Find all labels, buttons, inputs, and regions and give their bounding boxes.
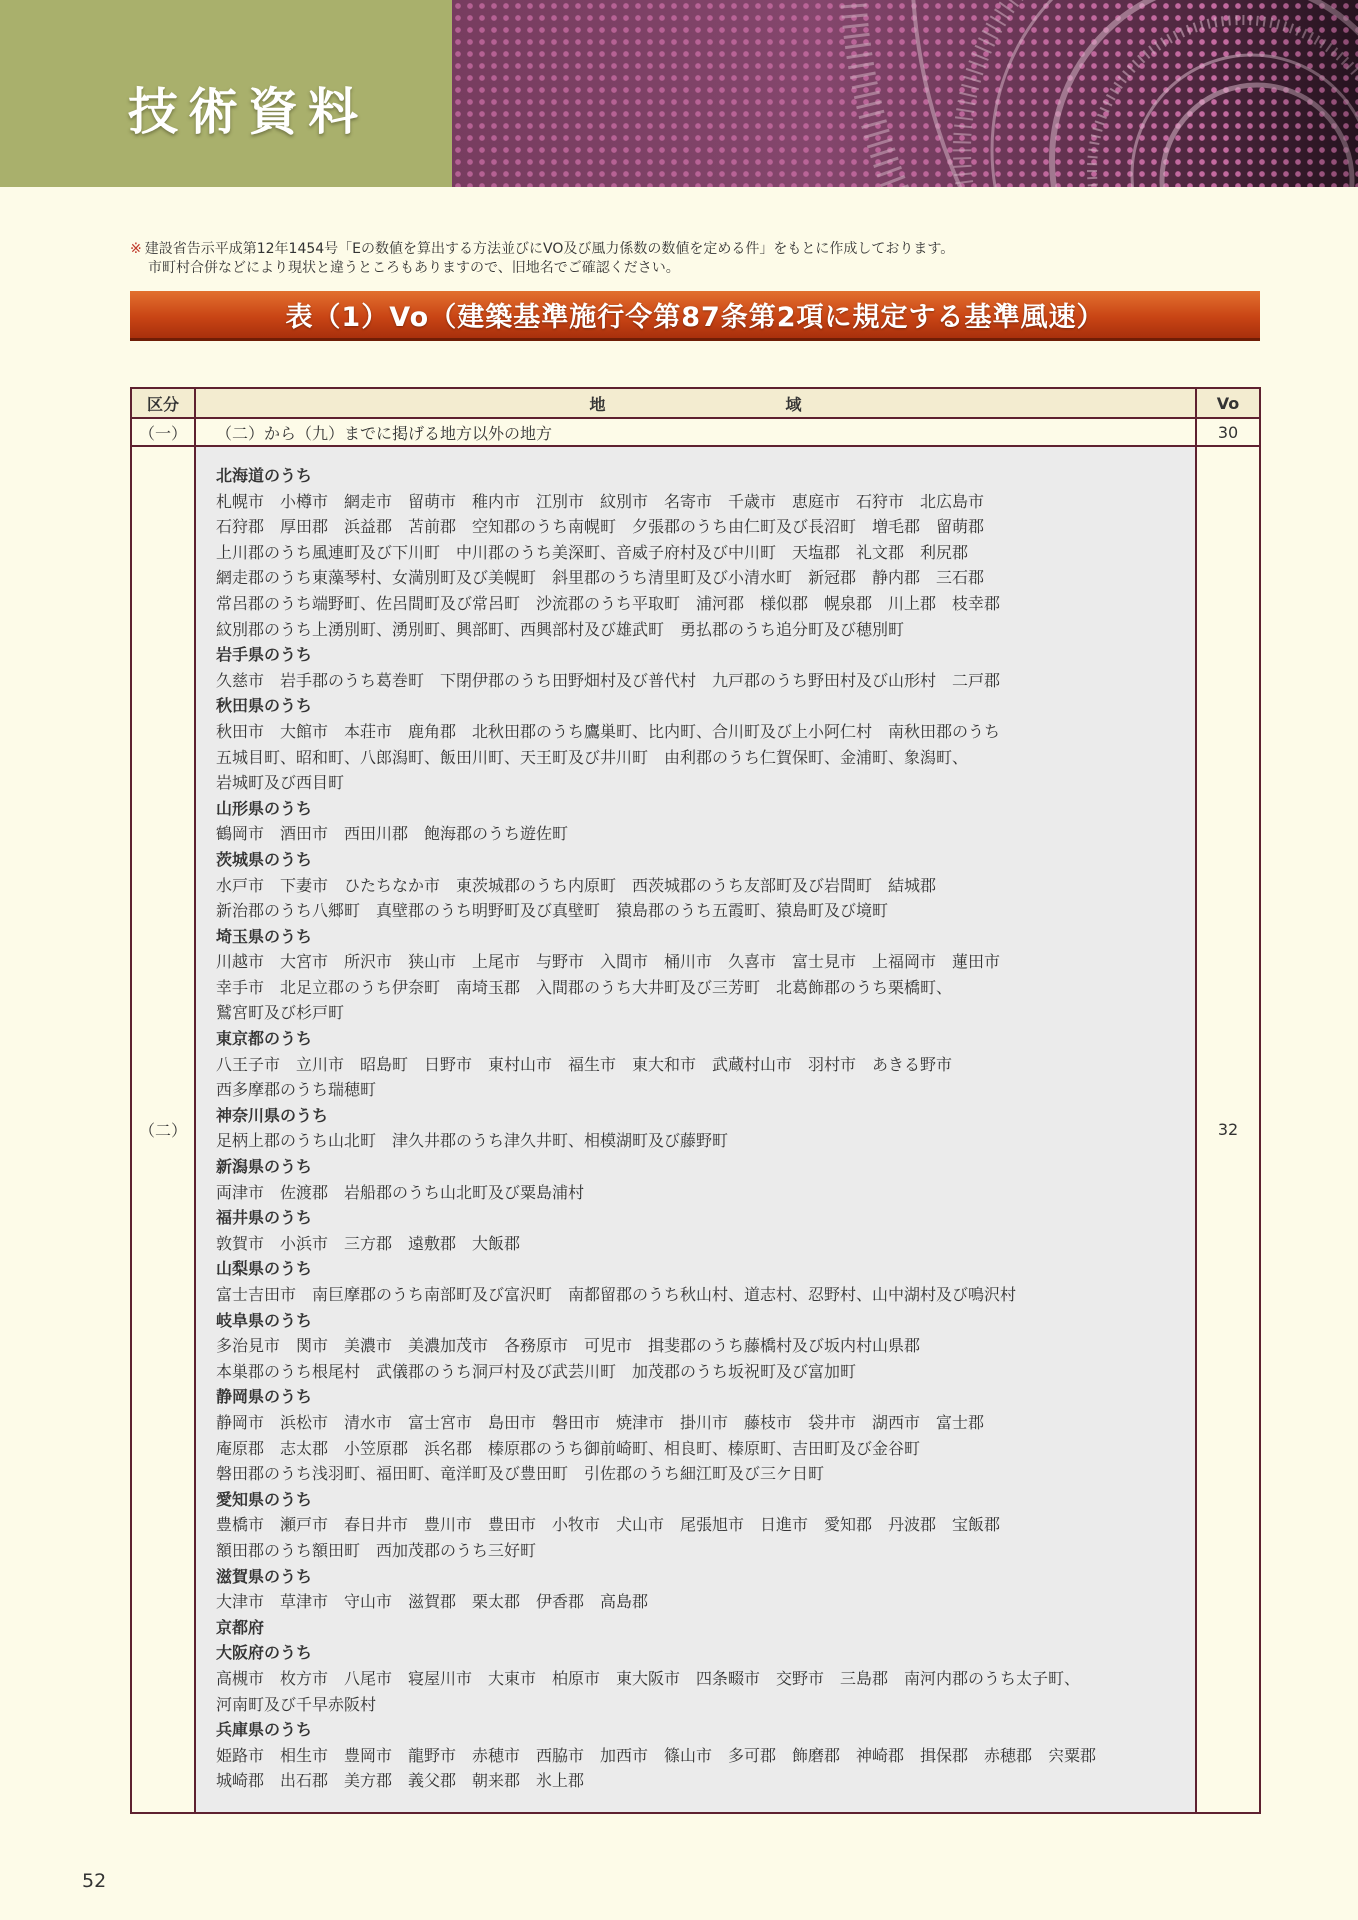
prefecture-heading: 岐阜県のうち [216, 1310, 313, 1330]
region-line: 豊橋市 瀬戸市 春日井市 豊川市 豊田市 小牧市 犬山市 尾張旭市 日進市 愛知郡 丹波郡 宝飯郡 [216, 1515, 1001, 1535]
region-line: 久慈市 岩手郡のうち葛巻町 下閉伊郡のうち田野畑村及び普代村 九戸郡のうち野田村及び山形村 二戸郡 [216, 670, 1001, 690]
prefecture-heading: 兵庫県のうち [216, 1720, 313, 1740]
prefecture-heading: 静岡県のうち [216, 1387, 313, 1407]
row2-vo: 32 [1196, 446, 1260, 1813]
prefecture-heading: 愛知県のうち [216, 1489, 313, 1509]
wind-speed-table [130, 387, 1261, 1814]
prefecture-heading: 埼玉県のうち [216, 926, 313, 946]
region-line: 秋田市 大館市 本荘市 鹿角郡 北秋田郡のうち鷹巣町、比内町、合川町及び上小阿仁村 南秋田郡のうち [216, 721, 1001, 741]
region-line: 幸手市 北足立郡のうち伊奈町 南埼玉郡 入間郡のうち大井町及び三芳町 北葛飾郡のうち栗橋町、 [216, 977, 953, 997]
region-line: 五城目町、昭和町、八郎潟町、飯田川町、天王町及び井川町 由利郡のうち仁賀保町、金浦町、象潟町、 [216, 747, 969, 767]
header-kubun: 区分 [131, 388, 195, 418]
region-line: 岩城町及び西目町 [216, 773, 345, 793]
header-region-b: 域 [785, 394, 802, 414]
region-line: 姫路市 相生市 豊岡市 龍野市 赤穂市 西脇市 加西市 篠山市 多可郡 飾磨郡 神崎郡 揖保郡 赤穂郡 宍粟郡 [216, 1745, 1097, 1765]
table-row [131, 418, 1260, 446]
row1-region: （二）から（九）までに掲げる地方以外の地方 [195, 418, 1196, 446]
source-note [130, 240, 1280, 278]
region-line: 両津市 佐渡郡 岩船郡のうち山北町及び粟島浦村 [216, 1182, 585, 1202]
header-region-a: 地 [589, 394, 606, 414]
region-line: 新治郡のうち八郷町 真壁郡のうち明野町及び真壁町 猿島郡のうち五霞町、猿島町及び境町 [216, 901, 889, 921]
table-row [131, 446, 1260, 1813]
decorative-arcs-graphic [452, 0, 1358, 187]
region-line: 静岡市 浜松市 清水市 富士宮市 島田市 磐田市 焼津市 掛川市 藤枝市 袋井市 湖西市 富士郡 [216, 1412, 985, 1432]
region-line: 八王子市 立川市 昭島町 日野市 東村山市 福生市 東大和市 武蔵村山市 羽村市 あきる野市 [216, 1054, 953, 1074]
region-line: 富士吉田市 南巨摩郡のうち南部町及び富沢町 南都留郡のうち秋山村、道志村、忍野村、山中湖村及び鳴沢村 [216, 1285, 1017, 1304]
region-line: 川越市 大宮市 所沢市 狭山市 上尾市 与野市 入間市 桶川市 久喜市 富士見市 上福岡市 蓮田市 [216, 952, 1001, 972]
prefecture-heading: 神奈川県のうち [216, 1105, 329, 1125]
prefecture-heading: 滋賀県のうち [216, 1566, 313, 1586]
prefecture-heading: 京都府 [216, 1617, 265, 1637]
region-line: 常呂郡のうち端野町、佐呂間町及び常呂町 沙流郡のうち平取町 浦河郡 様似郡 幌泉郡 川上郡 枝幸郡 [216, 593, 1001, 613]
prefecture-heading: 東京都のうち [216, 1029, 313, 1049]
region-line: 額田郡のうち額田町 西加茂郡のうち三好町 [216, 1540, 537, 1560]
region-line: 上川郡のうち風連町及び下川町 中川郡のうち美深町、音威子府村及び中川町 天塩郡 礼文郡 利尻郡 [216, 542, 969, 562]
prefecture-heading: 大阪府のうち [216, 1643, 313, 1663]
row2-region [195, 446, 1196, 1813]
region-line: 庵原郡 志太郡 小笠原郡 浜名郡 榛原郡のうち御前崎町、相良町、榛原町、吉田町及び金谷町 [216, 1438, 921, 1458]
row1-kubun: （一） [131, 418, 195, 446]
region-line: 紋別郡のうち上湧別町、湧別町、興部町、西興部村及び雄武町 勇払郡のうち追分町及び穂別町 [216, 619, 905, 639]
row1-vo: 30 [1196, 418, 1260, 446]
region-line: 高槻市 枚方市 八尾市 寝屋川市 大東市 柏原市 東大阪市 四条畷市 交野市 三島郡 南河内郡のうち太子町、 [216, 1668, 1081, 1688]
region-line: 磐田郡のうち浅羽町、福田町、竜洋町及び豊田町 引佐郡のうち細江町及び三ケ日町 [216, 1464, 825, 1484]
note-mark: ※ [130, 241, 142, 257]
header-title: 技術資料 [128, 83, 368, 141]
prefecture-heading: 山梨県のうち [216, 1259, 313, 1279]
region-list [216, 463, 1175, 1794]
page-header [0, 0, 1358, 187]
header-title-panel [0, 0, 452, 187]
region-line: 網走郡のうち東藻琴村、女満別町及び美幌町 斜里郡のうち清里町及び小清水町 新冠郡 静内郡 三石郡 [216, 568, 985, 588]
region-line: 水戸市 下妻市 ひたちなか市 東茨城郡のうち内原町 西茨城郡のうち友部町及び岩間町 結城郡 [216, 875, 937, 895]
region-line: 多治見市 関市 美濃市 美濃加茂市 各務原市 可児市 揖斐郡のうち藤橋村及び坂内村山県郡 [216, 1336, 921, 1356]
region-line: 鷲宮町及び杉戸町 [216, 1003, 345, 1023]
header-decoration [452, 0, 1358, 187]
note-line-2: 市町村合併などにより現状と違うところもありますので、旧地名でご確認ください。 [148, 260, 680, 276]
row2-kubun: （二） [131, 446, 195, 1813]
region-line: 足柄上郡のうち山北町 津久井郡のうち津久井町、相模湖町及び藤野町 [216, 1131, 729, 1151]
region-line: 西多摩郡のうち瑞穂町 [216, 1080, 377, 1100]
prefecture-heading: 秋田県のうち [216, 696, 313, 716]
region-line: 石狩郡 厚田郡 浜益郡 苫前郡 空知郡のうち南幌町 夕張郡のうち由仁町及び長沼町 増毛郡 留萌郡 [216, 517, 985, 537]
prefecture-heading: 福井県のうち [216, 1208, 313, 1228]
prefecture-heading: 山形県のうち [216, 798, 313, 818]
page-number: 52 [82, 1870, 107, 1892]
prefecture-heading: 岩手県のうち [216, 645, 313, 665]
region-line: 城崎郡 出石郡 美方郡 義父郡 朝来郡 氷上郡 [216, 1771, 585, 1791]
header-region [195, 388, 1196, 418]
region-line: 札幌市 小樽市 網走市 留萌市 稚内市 江別市 紋別市 名寄市 千歳市 恵庭市 石狩市 北広島市 [216, 491, 985, 511]
region-line: 大津市 草津市 守山市 滋賀郡 栗太郡 伊香郡 高島郡 [216, 1592, 649, 1612]
note-line-1: 建設省告示平成第12年1454号「Eの数値を算出する方法並びにVO及び風力係数の数値を定める件」をもとに作成しております。 [144, 241, 955, 257]
prefecture-heading: 北海道のうち [216, 466, 313, 485]
header-vo: Vo [1196, 388, 1260, 418]
table-title-banner [130, 291, 1260, 341]
prefecture-heading: 新潟県のうち [216, 1157, 313, 1177]
region-line: 鶴岡市 酒田市 西田川郡 飽海郡のうち遊佐町 [216, 824, 569, 844]
region-line: 本巣郡のうち根尾村 武儀郡のうち洞戸村及び武芸川町 加茂郡のうち坂祝町及び富加町 [216, 1361, 857, 1381]
region-line: 河南町及び千早赤阪村 [216, 1694, 377, 1714]
table-header-row [131, 388, 1260, 418]
region-line: 敦賀市 小浜市 三方郡 遠敷郡 大飯郡 [216, 1233, 521, 1253]
table-title: 表（1）Vo（建築基準施行令第87条第2項に規定する基準風速） [285, 302, 1105, 333]
prefecture-heading: 茨城県のうち [216, 849, 313, 869]
